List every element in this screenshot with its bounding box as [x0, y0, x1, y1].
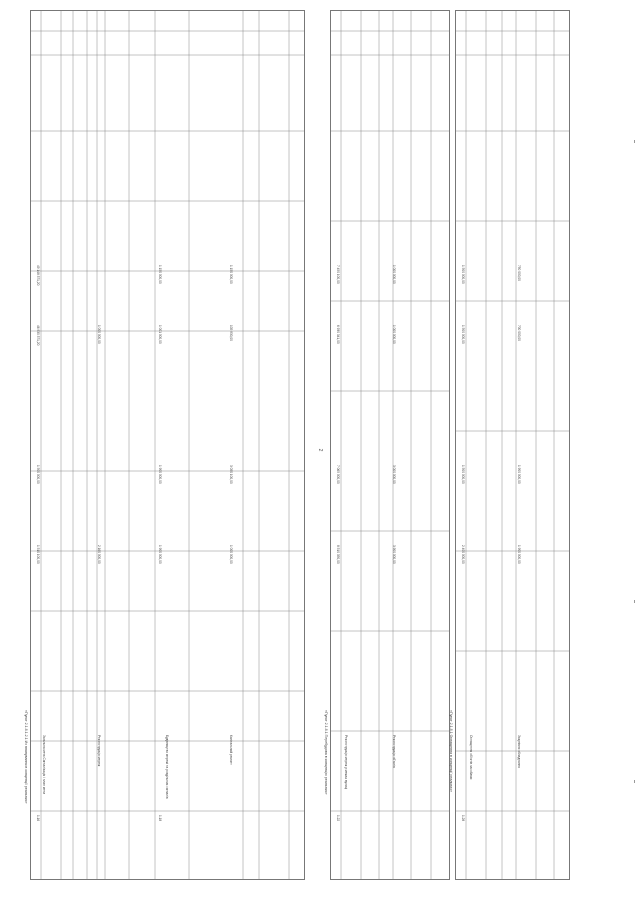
amount-cell: 1 500 000,00 [461, 465, 465, 484]
amount-cell: 700 000,00 [517, 325, 521, 341]
margin-tick [634, 600, 635, 603]
amount-cell: 7 065 000,00 [336, 465, 340, 484]
section-caption-2: «Пункт 2.1.8.1 Перебудова в концепцію реальних» [324, 710, 328, 795]
amount-cell: 2 160 000,00 [97, 545, 101, 564]
row-title: Реконструкція мереж [97, 735, 101, 767]
margin-tick [634, 780, 635, 783]
amount-cell: 3 050 100,00 [229, 465, 233, 484]
row-number: 1.16 [36, 815, 40, 822]
amount-cell: 8 510 350,00 [336, 545, 340, 564]
section-caption-1: «Пункт 2.1.8.1.2.1 Из планування в концепції реальних» [24, 710, 28, 804]
margin-tick [634, 140, 635, 143]
amount-cell: 1 510 100,00 [36, 545, 40, 564]
amount-cell: 1 900 000,00 [158, 545, 162, 564]
amount-cell: 6 930 341,00 [336, 325, 340, 344]
amount-cell: 1 500 000,00 [461, 265, 465, 284]
amount-cell: 1 900 000,00 [158, 465, 162, 484]
amount-cell: 46 930 371,20 [36, 325, 40, 346]
table-section-2 [330, 10, 450, 880]
amount-cell: 1 900 000,00 [517, 545, 521, 564]
amount-cell: 1 000 000,00 [392, 265, 396, 284]
row-title: Реконструкція об'єктів [392, 735, 396, 768]
amount-cell: 1 500 000,00 [36, 465, 40, 484]
row-title: Будівництво мережі та роздільних сигналів [165, 735, 169, 799]
table-grid-3 [456, 11, 570, 880]
amount-cell: 105 930,00 [229, 325, 233, 341]
row-title: Загальна мета Сигналізація і план мети [42, 735, 46, 794]
row-number: 1.18 [158, 815, 162, 822]
amount-cell: 3 000 000,00 [392, 465, 396, 484]
row-title: Оснащення об'єктів засобами [469, 735, 473, 780]
section-caption-3: «Пункт 2.1.8.1 Оснащення в концепції реальних» [449, 710, 453, 793]
row-title: Реконструкція мереж у межах вулиці [344, 735, 348, 790]
amount-cell: 1 900 000,00 [517, 465, 521, 484]
amount-cell: 1 001 000,00 [158, 325, 162, 344]
row-number: 1.28 [461, 815, 465, 822]
row-title: Капітальний ремонт [229, 735, 233, 765]
amount-cell: 3 900 000,00 [392, 545, 396, 564]
amount-cell: 1 000 000,00 [392, 325, 396, 344]
row-number: 1.22 [336, 815, 340, 822]
amount-cell: 7 450 100,00 [336, 265, 340, 284]
amount-cell: 1 000 000,00 [97, 325, 101, 344]
row-title: Закупівля обладнання [517, 735, 521, 768]
amount-cell: 1 150 000,00 [229, 265, 233, 284]
amount-cell: 2 400 000,00 [461, 545, 465, 564]
amount-cell: 1 500 000,00 [461, 325, 465, 344]
amount-cell: 1 000 000,00 [229, 545, 233, 564]
amount-cell: 49 148 371,20 [36, 265, 40, 286]
page-number: 2 [317, 448, 323, 452]
amount-cell: 1 150 000,00 [158, 265, 162, 284]
amount-cell: 750 000,00 [517, 265, 521, 281]
